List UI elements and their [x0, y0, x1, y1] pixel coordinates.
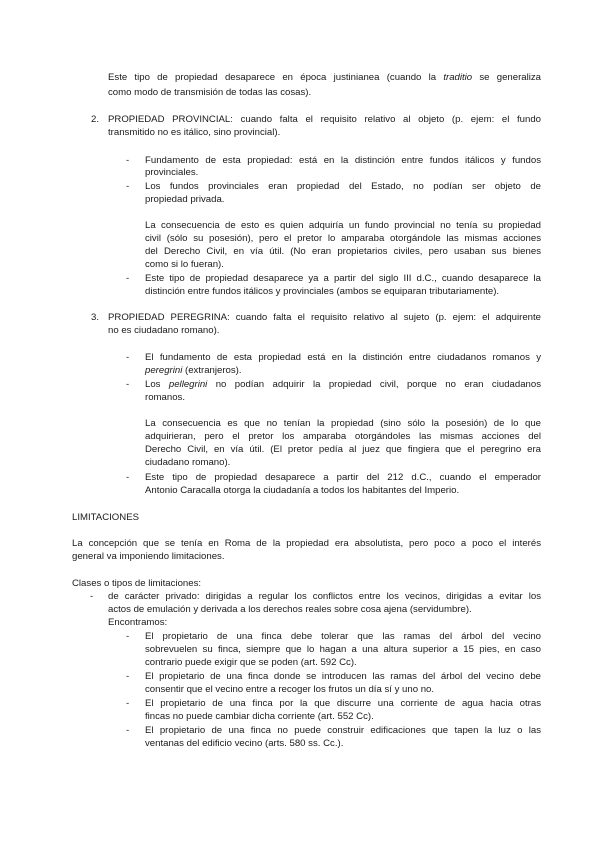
- clases-label: Clases o tipos de limitaciones:: [72, 578, 202, 589]
- sub-1-line-1: El propietario de una finca debe tolerar que las ramas del árbol del vecino: [145, 631, 541, 642]
- item-2-consequence-line-4: como si lo fueran).: [145, 259, 224, 270]
- item-3-number: 3.: [91, 312, 100, 323]
- intro-line-2: como modo de transmisión de todas las cosas).: [108, 87, 312, 98]
- item-3-bullet-2-line-1: Los pellegrini no podían adquirir la propiedad civil, porque no eran ciudadanos: [145, 379, 542, 390]
- item-2-heading: PROPIEDAD PROVINCIAL: cuando falta el requisito relativo al objeto (p. ejem: el fundo: [108, 114, 541, 125]
- item-2-heading-cont: transmitido no es itálico, sino provincial).: [108, 127, 281, 138]
- item-2-bullet-2-line-2: propiedad privada.: [145, 194, 225, 205]
- item-2-last-bullet-line-2: distinción entre fundos itálicos y provinciales (ambos se equiparan tributariamente).: [145, 286, 500, 297]
- bullet-dash: -: [126, 379, 130, 390]
- item-2-bullet-2-line-1: Los fundos provinciales eran propiedad del Estado, no podían ser objeto de: [145, 181, 541, 192]
- limitaciones-para-line-1: La concepción que se tenía en Roma de la propiedad era absolutista, pero poco a poco el interés: [72, 538, 541, 549]
- bullet-dash: -: [126, 725, 130, 736]
- sub-4-line-2: ventanas del edificio vecino (arts. 580 ss. Cc.).: [145, 738, 344, 749]
- item-3-heading-cont: no es ciudadano romano).: [108, 325, 220, 336]
- sub-1-line-2: sobrevuelen su finca, siempre que lo hagan a una altura superior a 15 pies, en caso: [145, 644, 541, 655]
- item-2-number: 2.: [91, 114, 100, 125]
- item-3-bullet-1-line-2: peregrini (extranjeros).: [145, 365, 242, 376]
- item-2-consequence-line-2: civil (sólo su posesión), pero el pretor lo amparaba otorgándole las mismas acciones: [145, 233, 541, 244]
- bullet-dash: -: [126, 155, 130, 166]
- privado-line-1: de carácter privado: dirigidas a regular los conflictos entre los vecinos, dirigidas a evitar los: [108, 591, 541, 602]
- item-2-consequence-line-3: del Derecho Civil, en vía útil. (No eran propietarios civiles, pero usaban sus bienes: [145, 246, 541, 257]
- item-3-consequence-line-4: ciudadano romano).: [145, 457, 231, 468]
- item-3-heading: PROPIEDAD PEREGRINA: cuando falta el requisito relativo al sujeto (p. ejem: el adquirente: [108, 312, 541, 323]
- bullet-dash: -: [126, 181, 130, 192]
- item-3-consequence-line-1: La consecuencia es que no tenían la propiedad (sino sólo la posesión) de lo que: [145, 418, 541, 429]
- sub-3-line-2: fincas no puede cambiar dicha corriente (art. 552 Cc).: [145, 711, 374, 722]
- privado-line-2: actos de emulación y derivada a los derechos reales sobre cosa ajena (servidumbre).: [108, 604, 472, 615]
- bullet-dash: -: [126, 352, 130, 363]
- item-3-bullet-2-line-2: romanos.: [145, 392, 185, 403]
- bullet-dash: -: [126, 698, 130, 709]
- item-2-bullet-1-line-1: Fundamento de esta propiedad: está en la distinción entre fundos itálicos y fundos: [145, 155, 541, 166]
- sub-3-line-1: El propietario de una finca por la que discurre una corriente de agua hacia otras: [145, 698, 541, 709]
- section-heading: LIMITACIONES: [72, 512, 139, 523]
- item-3-last-bullet-line-1: Este tipo de propiedad desaparece a partir del 212 d.C., cuando el emperador: [145, 472, 541, 483]
- limitaciones-para-line-2: general va imponiendo limitaciones.: [72, 551, 225, 562]
- item-2-last-bullet-line-1: Este tipo de propiedad desaparece ya a partir del siglo III d.C., cuando desaparece la: [145, 273, 541, 284]
- sub-2-line-1: El propietario de una finca donde se introducen las ramas del árbol del vecino debe: [145, 671, 541, 682]
- item-2-consequence-line-1: La consecuencia de esto es quien adquiría un fundo provincial no tenía su propiedad: [145, 220, 541, 231]
- sub-4-line-1: El propietario de una finca no puede construir edificaciones que tapen la luz o las: [145, 725, 541, 736]
- item-3-consequence-line-3: Derecho Civil, en vía útil. (El pretor pedía al juez que fingiera que el peregrino era: [145, 444, 541, 455]
- item-3-last-bullet-line-2: Antonio Caracalla otorga la ciudadanía a todos los habitantes del Imperio.: [145, 485, 460, 496]
- item-2-bullet-1-line-2: provinciales.: [145, 167, 199, 178]
- encontramos-label: Encontramos:: [108, 617, 168, 628]
- sub-2-line-2: consentir que el vecino entre a recoger los frutos un día sí y uno no.: [145, 684, 435, 695]
- bullet-dash: -: [126, 631, 130, 642]
- bullet-dash: -: [126, 472, 130, 483]
- bullet-dash: -: [90, 591, 94, 602]
- sub-1-line-3: contrario puede exigir que se poden (art. 592 Cc).: [145, 657, 357, 668]
- bullet-dash: -: [126, 273, 130, 284]
- item-3-consequence-line-2: adquirieran, pero el pretor los amparaba otorgándoles las mismas acciones del: [145, 431, 541, 442]
- intro-line-1: Este tipo de propiedad desaparece en época justinianea (cuando la traditio se generaliza: [108, 72, 541, 83]
- bullet-dash: -: [126, 671, 130, 682]
- item-3-bullet-1-line-1: El fundamento de esta propiedad está en la distinción entre ciudadanos romanos y: [145, 352, 541, 363]
